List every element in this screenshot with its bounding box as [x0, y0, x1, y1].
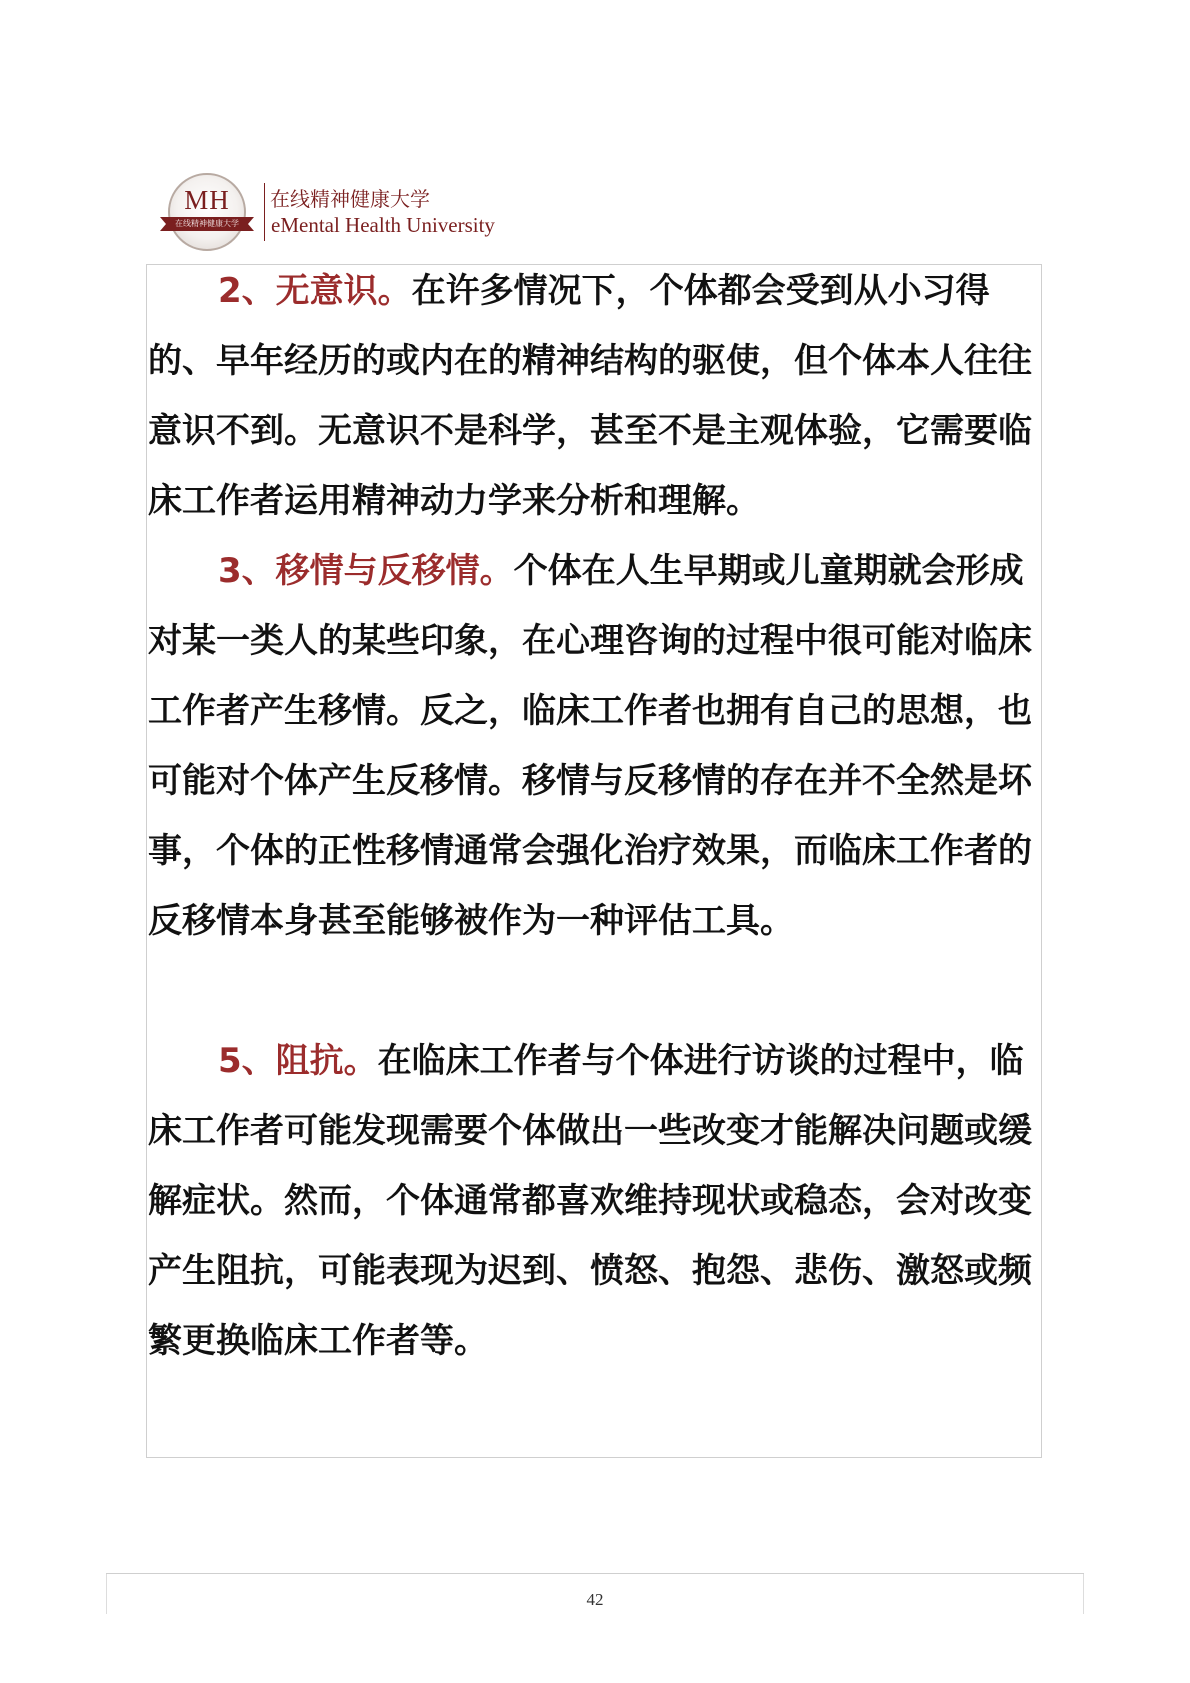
logo-monogram: MH — [184, 185, 230, 215]
paragraph-heading: 5、阻抗。 — [218, 1041, 378, 1081]
paragraph-heading: 2、无意识。 — [218, 271, 412, 311]
footer-divider — [106, 1573, 1084, 1574]
page-number: 42 — [586, 1590, 604, 1609]
paragraph-body: 在许多情况下，个体都会受到从小习得的、早年经历的或内在的精神结构的驱使，但个体本人往往意识不到。无意识不是科学，甚至不是主观体验，它需要临床工作者运用精神动力学来分析和理解。 — [148, 271, 1032, 521]
page-header — [168, 173, 528, 251]
paragraph-body: 在临床工作者与个体进行访谈的过程中，临床工作者可能发现需要个体做出一些改变才能解决问题或缓解症状。然而，个体通常都喜欢维持现状或稳态，会对改变产生阻抗，可能表现为迟到、愤怒、抱怨、悲伤、激怒或频繁更换临床工作者等。 — [148, 1041, 1032, 1361]
logo-ribbon: 在线精神健康大学 — [160, 217, 254, 231]
paragraph-heading: 3、移情与反移情。 — [218, 551, 514, 591]
paragraph-body: 个体在人生早期或儿童期就会形成对某一类人的某些印象，在心理咨询的过程中很可能对临床工作者产生移情。反之，临床工作者也拥有自己的思想，也可能对个体产生反移情。移情与反移情的存在并不全然是坏事，个体的正性移情通常会强化治疗效果，而临床工作者的反移情本身甚至能够被作为一种评估工具。 — [148, 551, 1032, 941]
university-name-cn: 在线精神健康大学 — [270, 187, 430, 211]
paragraph-unconscious — [148, 256, 1038, 536]
university-logo-seal — [168, 173, 246, 251]
university-name-en: eMental Health University — [271, 213, 495, 237]
paragraph-transference — [148, 536, 1038, 956]
paragraph-resistance — [148, 1026, 1038, 1376]
logo-divider — [264, 183, 265, 241]
